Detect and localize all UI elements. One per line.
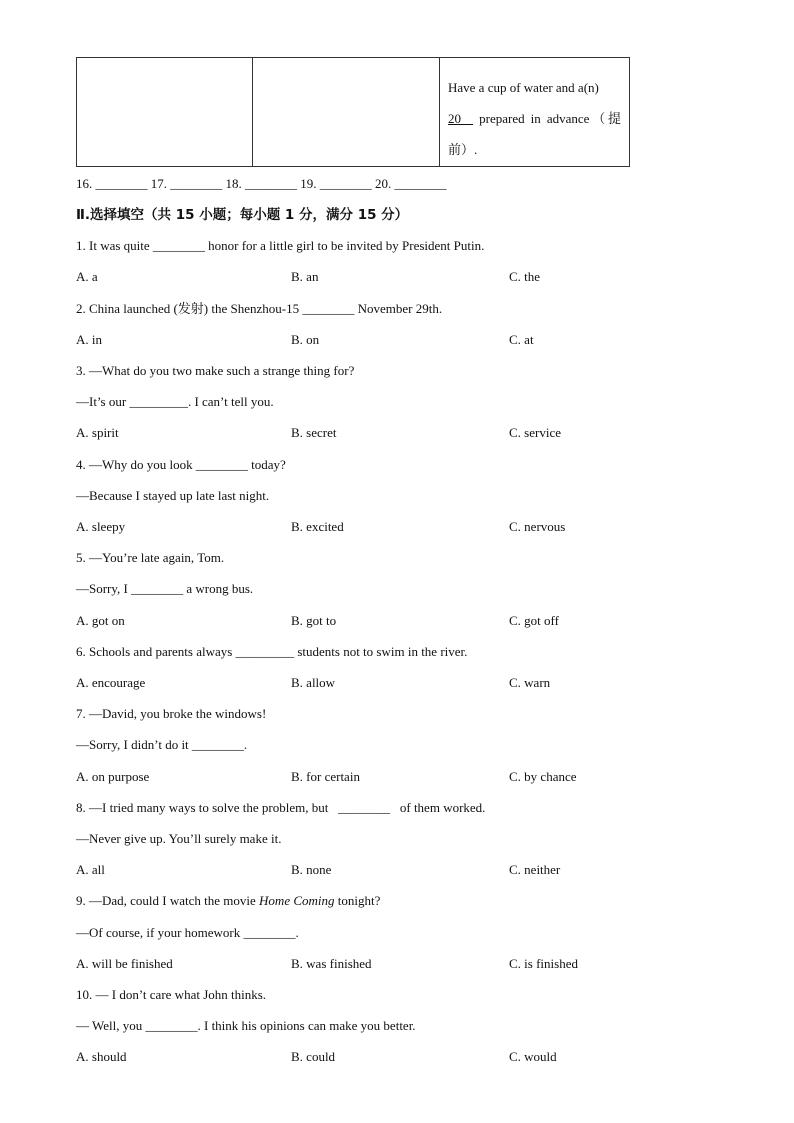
question-1: 1. It was quite ________ honor for a little girl to be invited by President Putin.: [76, 238, 485, 253]
question-8: 8. —I tried many ways to solve the problem, but ________ of them worked.: [76, 800, 486, 815]
table-cell-text-b: prepared in advance（提前）.: [448, 111, 621, 157]
table-cell-empty-1: [77, 58, 253, 167]
q3-option-a: A. spirit: [76, 425, 119, 440]
table-cell-text: [440, 58, 630, 167]
q1-option-b: B. an: [291, 269, 319, 284]
reading-task-table: [76, 57, 630, 167]
question-6: 6. Schools and parents always _________ students not to swim in the river.: [76, 644, 468, 659]
movie-title: Home Coming: [259, 893, 335, 908]
table-cell-text-a: Have a cup of water and a(n): [448, 80, 599, 95]
q6-option-b: B. allow: [291, 675, 336, 690]
q9-option-c: C. is finished: [509, 956, 578, 971]
question-9-reply: —Of course, if your homework ________.: [76, 925, 299, 940]
q4-option-b: B. excited: [291, 519, 344, 534]
question-9-pre: 9. —Dad, could I watch the movie: [76, 893, 260, 908]
q8-option-a: A. all: [76, 862, 105, 877]
q10-option-b: B. could: [291, 1049, 336, 1064]
answer-blanks-16-20: 16. ________ 17. ________ 18. ________ 19. ________ 20. ________: [76, 176, 447, 191]
q8-option-b: B. none: [291, 862, 332, 877]
table-cell-empty-2: [253, 58, 440, 167]
question-5: 5. —You’re late again, Tom.: [76, 550, 225, 565]
question-10: 10. — I don’t care what John thinks.: [76, 987, 267, 1002]
q8-option-c: C. neither: [509, 862, 561, 877]
question-3-reply: —It’s our _________. I can’t tell you.: [76, 394, 274, 409]
question-7-reply: —Sorry, I didn’t do it ________.: [76, 737, 248, 752]
question-5-reply: —Sorry, I ________ a wrong bus.: [76, 581, 254, 596]
q7-option-a: A. on purpose: [76, 769, 150, 784]
question-4-reply: —Because I stayed up late last night.: [76, 488, 270, 503]
q9-option-a: A. will be finished: [76, 956, 173, 971]
q2-option-a: A. in: [76, 332, 102, 347]
q3-option-b: B. secret: [291, 425, 337, 440]
q1-option-a: A. a: [76, 269, 98, 284]
q2-option-c: C. at: [509, 332, 534, 347]
q7-option-c: C. by chance: [509, 769, 577, 784]
section-heading: Ⅱ.选择填空（共 15 小题；每小题 1 分，满分 15 分）: [76, 207, 409, 223]
q10-option-c: C. would: [509, 1049, 557, 1064]
q2-option-b: B. on: [291, 332, 320, 347]
q9-option-b: B. was finished: [291, 956, 372, 971]
question-9: [76, 893, 380, 909]
question-8-reply: —Never give up. You’ll surely make it.: [76, 831, 282, 846]
q10-option-a: A. should: [76, 1049, 127, 1064]
q5-option-b: B. got to: [291, 613, 337, 628]
question-9-post: tonight?: [334, 893, 381, 908]
q4-option-a: A. sleepy: [76, 519, 126, 534]
q6-option-c: C. warn: [509, 675, 551, 690]
q3-option-c: C. service: [509, 425, 561, 440]
q5-option-c: C. got off: [509, 613, 559, 628]
q1-option-c: C. the: [509, 269, 541, 284]
q5-option-a: A. got on: [76, 613, 125, 628]
question-2: 2. China launched (发射) the Shenzhou-15 ________ November 29th.: [76, 301, 443, 316]
q7-option-b: B. for certain: [291, 769, 360, 784]
question-3: 3. —What do you two make such a strange thing for?: [76, 363, 355, 378]
question-4: 4. —Why do you look ________ today?: [76, 457, 286, 472]
q4-option-c: C. nervous: [509, 519, 566, 534]
question-7: 7. —David, you broke the windows!: [76, 706, 267, 721]
q6-option-a: A. encourage: [76, 675, 146, 690]
blank-number-20: 20: [448, 111, 461, 126]
question-10-reply: — Well, you ________. I think his opinions can make you better.: [76, 1018, 416, 1033]
